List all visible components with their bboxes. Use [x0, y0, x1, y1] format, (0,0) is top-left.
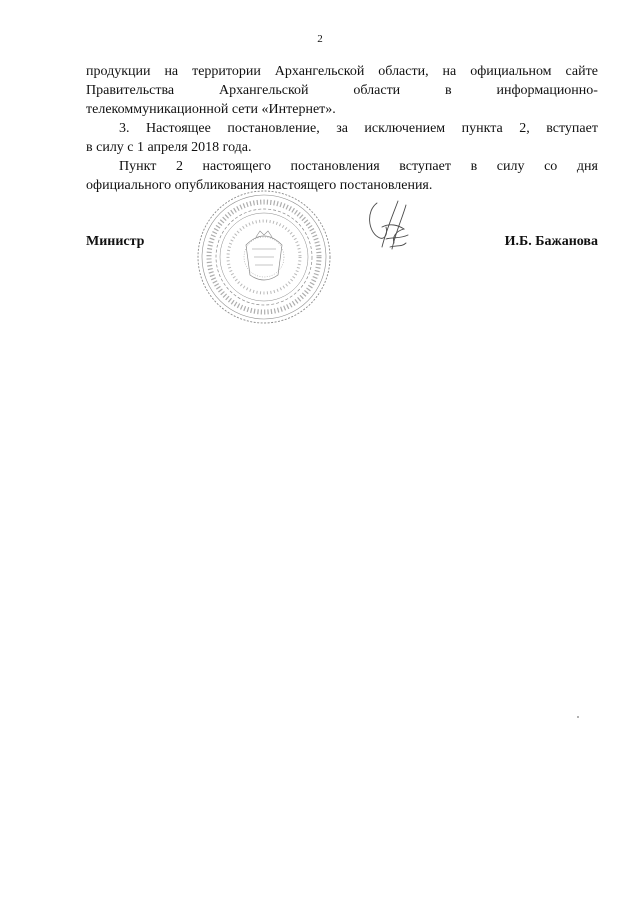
line-word: за [336, 121, 348, 136]
line-word: Архангельской [274, 64, 365, 79]
line-word: постановление, [227, 121, 320, 136]
line-word: Архангельской [218, 83, 309, 98]
line-word: в [445, 83, 452, 98]
signer-title: Министр [86, 234, 145, 249]
line-word: области [353, 83, 401, 98]
page-number: 2 [317, 33, 323, 45]
line-word: Пункт [119, 159, 157, 174]
line-word: постановления [290, 159, 380, 174]
line-word: Настоящее [145, 121, 211, 136]
line-word: вступает [399, 159, 451, 174]
line-word: области, [378, 64, 429, 79]
line-word: 2 [175, 159, 183, 174]
paragraph-2-line-2: в силу с 1 апреля 2018 года. [86, 140, 252, 155]
line-word: со [544, 159, 558, 174]
line-word: силу [496, 159, 525, 174]
scan-artifact [577, 716, 579, 718]
line-word: 2, [519, 121, 530, 136]
line-word: вступает [546, 121, 598, 136]
line-word: 3. [119, 121, 130, 136]
line-word: на [164, 64, 179, 79]
line-word: территории [192, 64, 261, 79]
line-word: дня [576, 159, 598, 174]
line-word: Правительства [86, 83, 175, 98]
signer-name: И.Б. Бажанова [504, 234, 598, 249]
handwritten-signature-icon [362, 197, 414, 255]
signature-block [0, 0, 640, 340]
line-word: на [442, 64, 457, 79]
line-word: продукции [86, 64, 151, 79]
line-word: официальном [470, 64, 552, 79]
paragraph-1-line-3: телекоммуникационной сети «Интернет». [86, 102, 336, 117]
line-word: настоящего [202, 159, 271, 174]
line-word: в [470, 159, 478, 174]
line-word: сайте [565, 64, 598, 79]
paragraph-3-line-2: официального опубликования настоящего постановления. [86, 178, 433, 193]
line-word: исключением [364, 121, 446, 136]
official-seal-icon [194, 187, 334, 327]
line-word: информационно- [496, 83, 598, 98]
line-word: пункта [461, 121, 503, 136]
